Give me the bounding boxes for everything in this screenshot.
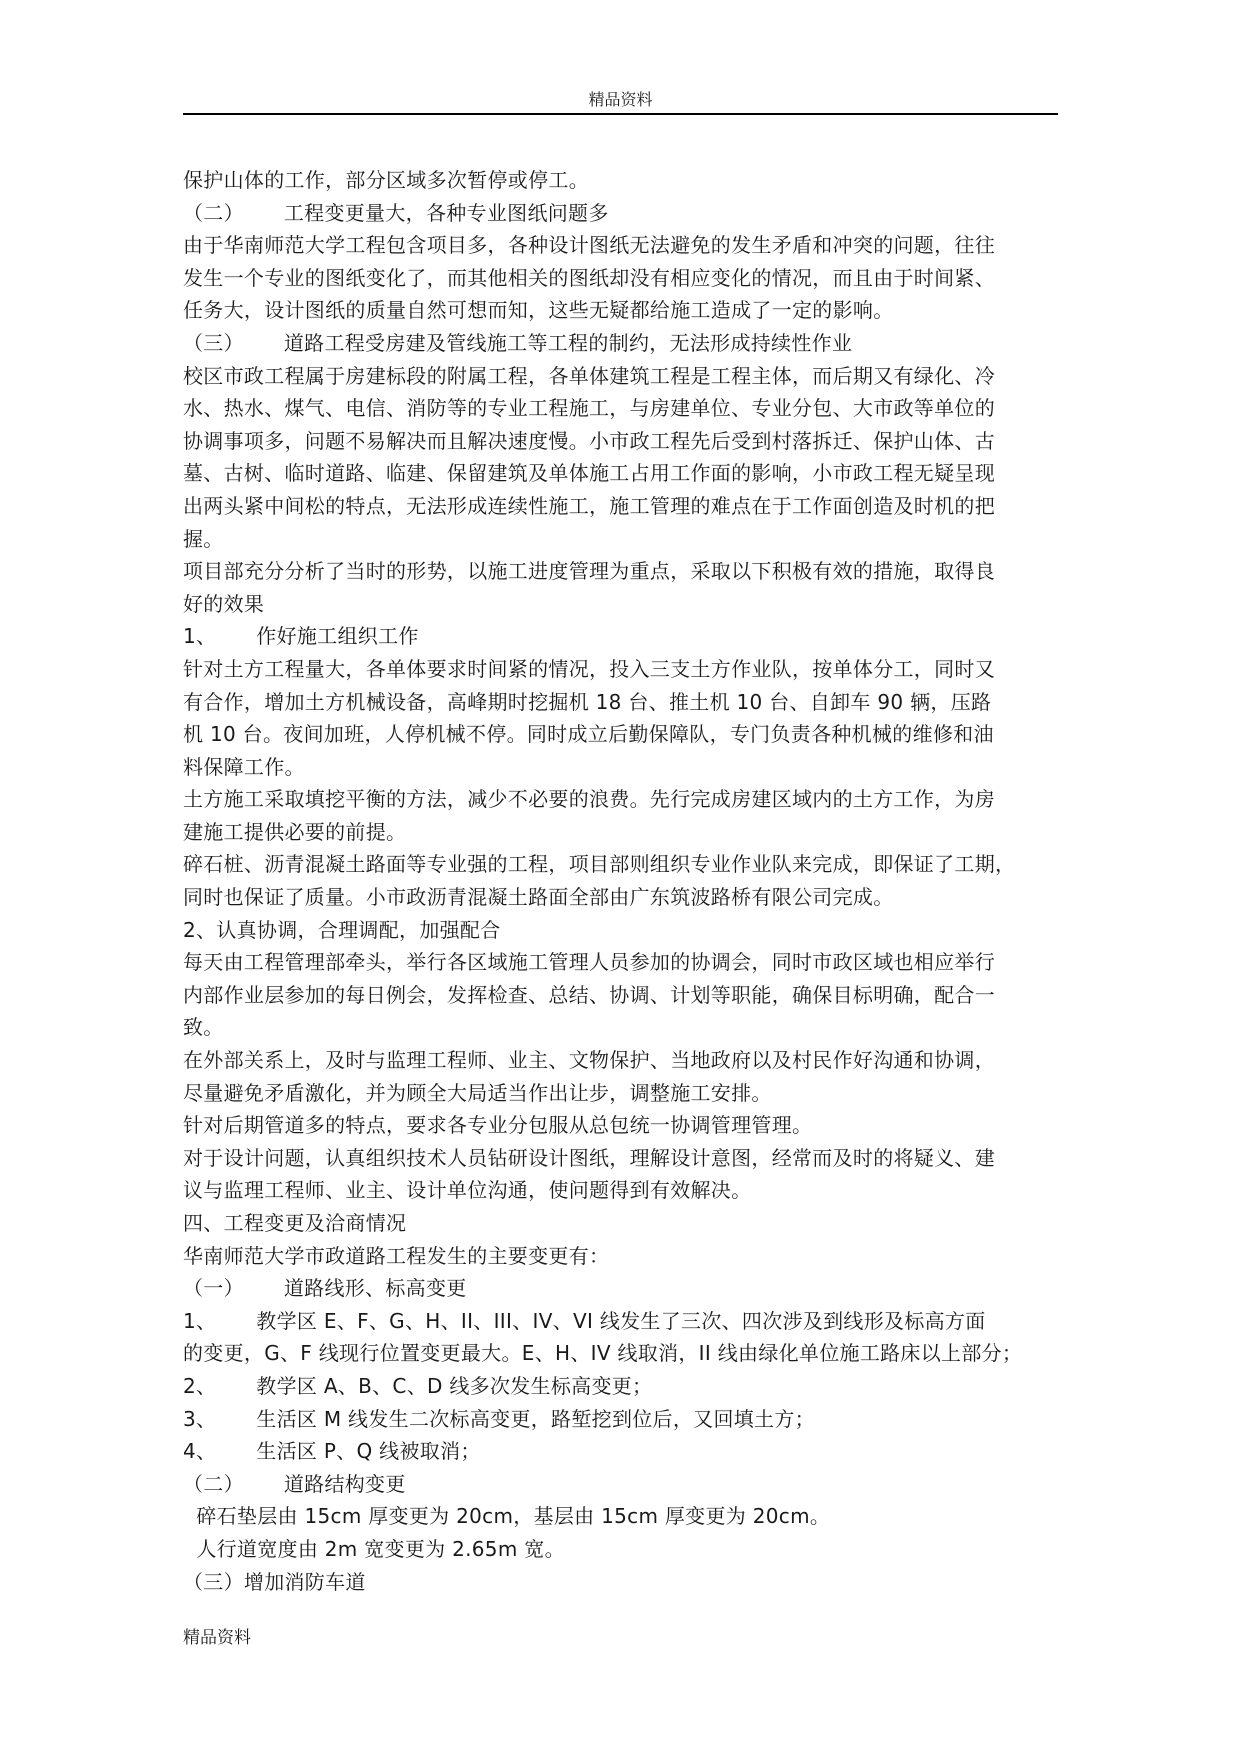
text-line: 人行道宽度由 2m 宽变更为 2.65m 宽。 bbox=[183, 1536, 565, 1561]
text-line: 1、 教学区 E、F、G、H、II、III、IV、VI 线发生了三次、四次涉及到线形及标高方面 bbox=[183, 1308, 986, 1333]
text-line: 协调事项多，问题不易解决而且解决速度慢。小市政工程先后受到村落拆迁、保护山体、古 bbox=[183, 428, 995, 453]
text-line: 议与监理工程师、业主、设计单位沟通，使问题得到有效解决。 bbox=[183, 1178, 752, 1203]
text-line: 水、热水、煤气、电信、消防等的专业工程施工，与房建单位、专业分包、大市政等单位的 bbox=[183, 396, 995, 421]
text-line: 建施工提供必要的前提。 bbox=[183, 819, 407, 844]
text-line: 致。 bbox=[183, 1015, 224, 1040]
text-line: 碎石桩、沥青混凝土路面等专业强的工程，项目部则组织专业作业队来完成，即保证了工期， bbox=[183, 852, 1016, 877]
text-line: 在外部关系上，及时与监理工程师、业主、文物保护、当地政府以及村民作好沟通和协调， bbox=[183, 1048, 995, 1073]
text-line: 机 10 台。夜间加班，人停机械不停。同时成立后勤保障队，专门负责各种机械的维修和油 bbox=[183, 722, 994, 747]
text-line: 每天由工程管理部牵头，举行各区域施工管理人员参加的协调会，同时市政区域也相应举行 bbox=[183, 950, 995, 975]
text-line: （三）增加消防车道 bbox=[183, 1569, 366, 1594]
text-line: 有合作，增加土方机械设备，高峰期时挖掘机 18 台、推土机 10 台、自卸车 90 辆，压路 bbox=[183, 689, 992, 714]
text-line: 2、认真协调，合理调配，加强配合 bbox=[183, 917, 501, 942]
page-header: 精品资料 bbox=[588, 90, 653, 109]
text-line: 4、 生活区 P、Q 线被取消； bbox=[183, 1439, 481, 1464]
body-text bbox=[183, 164, 1093, 1598]
text-line: 保护山体的工作，部分区域多次暂停或停工。 bbox=[183, 168, 589, 192]
text-line: 料保障工作。 bbox=[183, 754, 305, 779]
text-line: 发生一个专业的图纸变化了，而其他相关的图纸却没有相应变化的情况，而且由于时间紧、 bbox=[183, 265, 995, 290]
text-line: 对于设计问题，认真组织技术人员钻研设计图纸，理解设计意图，经常而及时的将疑义、建 bbox=[183, 1145, 995, 1170]
text-line: 3、 生活区 M 线发生二次标高变更，路堑挖到位后，又回填土方； bbox=[183, 1406, 815, 1431]
text-line: 2、 教学区 A、B、C、D 线多次发生标高变更； bbox=[183, 1373, 653, 1398]
text-line: 针对土方工程量大，各单体要求时间紧的情况，投入三支土方作业队，按单体分工，同时又 bbox=[183, 656, 995, 681]
text-line: （二） 工程变更量大，各种专业图纸问题多 bbox=[183, 200, 609, 225]
text-line: 四、工程变更及洽商情况 bbox=[183, 1211, 407, 1235]
text-line: 华南师范大学市政道路工程发生的主要变更有： bbox=[183, 1243, 610, 1268]
text-line: 握。 bbox=[183, 526, 224, 551]
text-line: （二） 道路结构变更 bbox=[183, 1471, 406, 1496]
text-line: （一） 道路线形、标高变更 bbox=[183, 1276, 467, 1301]
text-line: 项目部充分分析了当时的形势，以施工进度管理为重点，采取以下积极有效的措施，取得良 bbox=[183, 559, 995, 584]
text-line: 碎石垫层由 15cm 厚变更为 20cm，基层由 15cm 厚变更为 20cm。 bbox=[183, 1504, 831, 1529]
page-footer: 精品资料 bbox=[183, 1628, 251, 1648]
text-line: （三） 道路工程受房建及管线施工等工程的制约，无法形成持续性作业 bbox=[183, 330, 853, 355]
text-line: 同时也保证了质量。小市政沥青混凝土路面全部由广东筑波路桥有限公司完成。 bbox=[183, 885, 894, 910]
text-line: 1、 作好施工组织工作 bbox=[183, 624, 419, 649]
text-line: 任务大，设计图纸的质量自然可想而知，这些无疑都给施工造成了一定的影响。 bbox=[183, 298, 894, 323]
text-line: 校区市政工程属于房建标段的附属工程，各单体建筑工程是工程主体，而后期又有绿化、冷 bbox=[183, 363, 995, 388]
text-line: 土方施工采取填挖平衡的方法，减少不必要的浪费。先行完成房建区域内的土方工作，为房 bbox=[183, 787, 995, 812]
text-line: 好的效果 bbox=[183, 591, 265, 616]
text-line: 内部作业层参加的每日例会，发挥检查、总结、协调、计划等职能，确保目标明确，配合一 bbox=[183, 982, 995, 1007]
text-line: 尽量避免矛盾激化，并为顾全大局适当作出让步，调整施工安排。 bbox=[183, 1080, 772, 1105]
text-line: 由于华南师范大学工程包含项目多，各种设计图纸无法避免的发生矛盾和冲突的问题，往往 bbox=[183, 233, 995, 258]
text-line: 墓、古树、临时道路、临建、保留建筑及单体施工占用工作面的影响，小市政工程无疑呈现 bbox=[183, 461, 995, 486]
text-line: 出两头紧中间松的特点，无法形成连续性施工，施工管理的难点在于工作面创造及时机的把 bbox=[183, 493, 995, 518]
text-line: 的变更，G、F 线现行位置变更最大。E、H、IV 线取消，II 线由绿化单位施工路床以上部分； bbox=[183, 1341, 1023, 1366]
header-divider bbox=[183, 113, 1058, 115]
text-line: 针对后期管道多的特点，要求各专业分包服从总包统一协调管理管理。 bbox=[183, 1113, 813, 1138]
